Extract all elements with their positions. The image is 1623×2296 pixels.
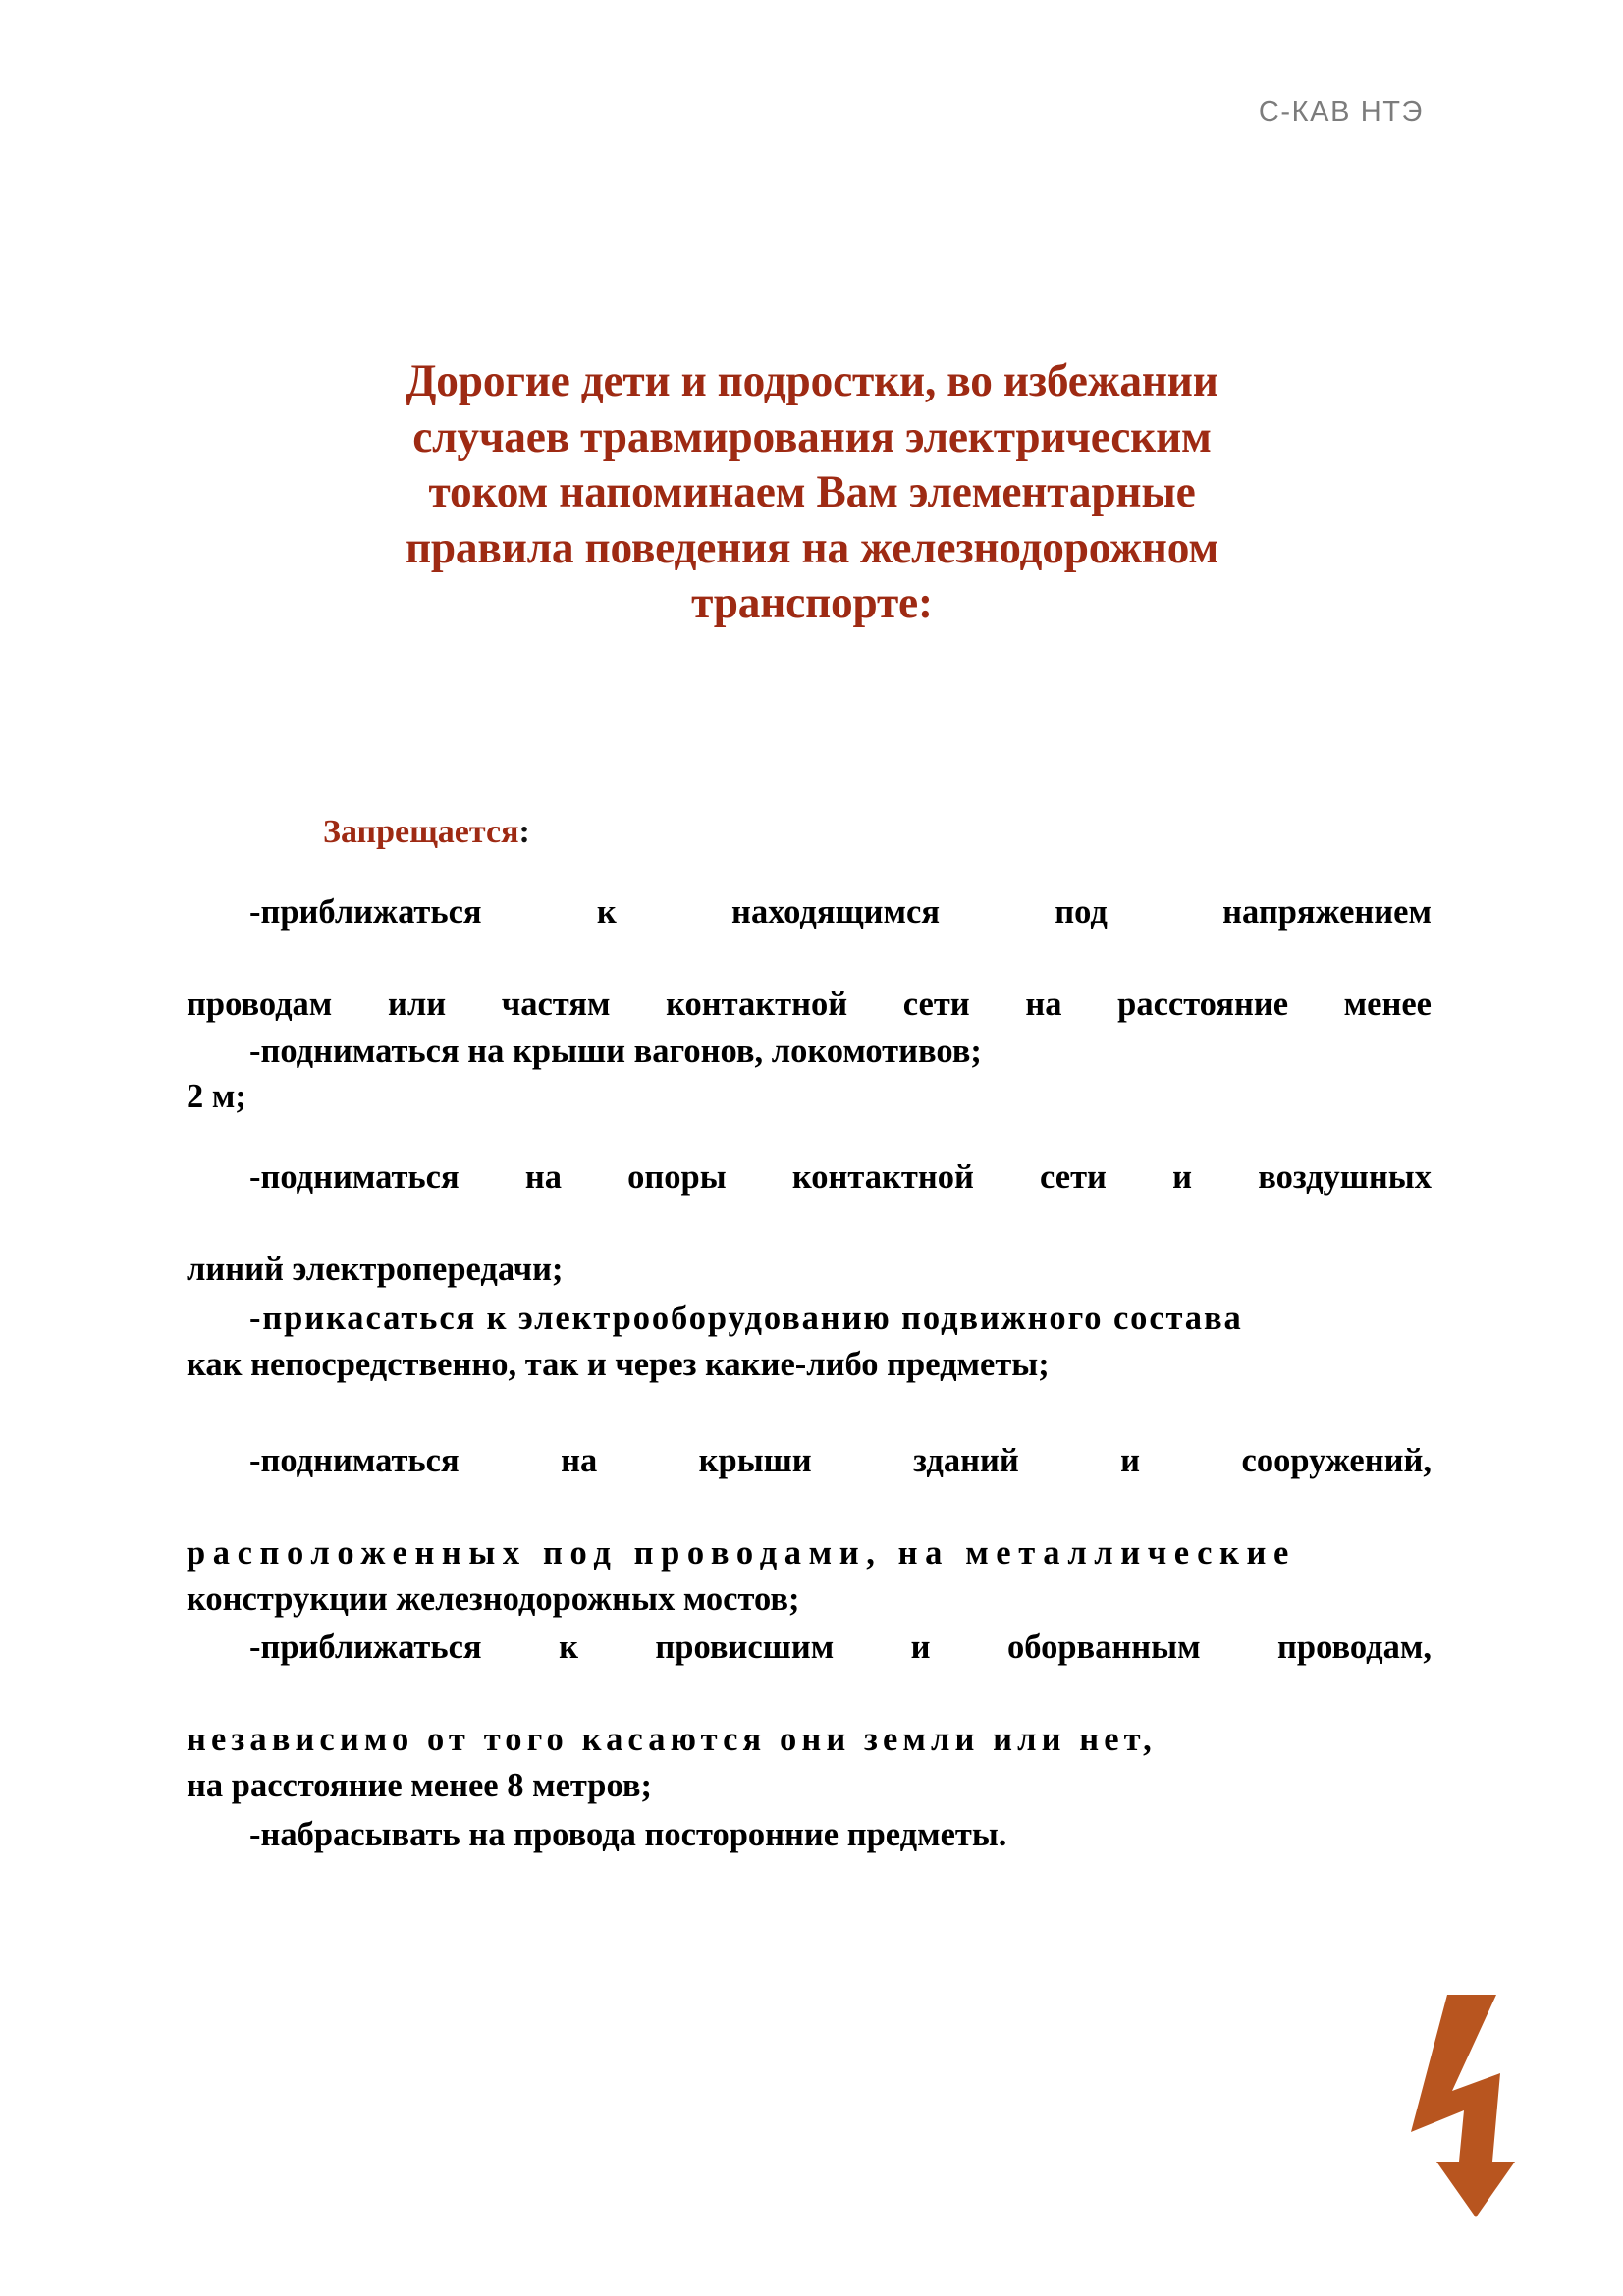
prohibition-line: независимо от того касаются они земли или нет, [187, 1721, 1157, 1758]
prohibition-item-2 [187, 1029, 1432, 1075]
prohibition-line: -подниматься на крыши вагонов, локомотивов; [249, 1033, 982, 1070]
prohibition-line: конструкции железнодорожных мостов; [187, 1580, 800, 1618]
title-line-2: случаев травмирования электрическим [412, 410, 1212, 462]
header-label: С-КАВ НТЭ [1258, 96, 1424, 128]
section-heading-keyword: Запрещается [323, 814, 519, 850]
electrical-hazard-mark [1397, 1985, 1554, 2225]
title-line-3: током напоминаем Вам элементарные [428, 466, 1196, 517]
prohibition-line: на расстояние менее 8 метров; [187, 1767, 652, 1804]
section-heading-colon: : [518, 814, 530, 850]
prohibition-item-3 [187, 1154, 1432, 1293]
prohibition-line: -набрасывать на провода посторонние предметы. [249, 1816, 1007, 1853]
prohibition-line: как непосредственно, так и через какие-либо предметы; [187, 1346, 1050, 1383]
section-heading [323, 812, 530, 853]
prohibition-line: -прикасаться к электрооборудованию подвижного состава [249, 1300, 1243, 1337]
prohibition-line: расположенных под проводами, на металлические [187, 1534, 1296, 1572]
prohibition-line: -приближаться к находящимся под напряжением [249, 893, 1432, 931]
prohibition-line: -подниматься на крыши зданий и сооружений, [249, 1442, 1432, 1479]
prohibition-item-7 [187, 1812, 1432, 1858]
title-line-4: правила поведения на железнодорожном [405, 521, 1219, 573]
document-header [0, 96, 1623, 129]
title-line-1: Дорогие дети и подростки, во избежании [406, 355, 1218, 406]
title-line-5: транспорте: [691, 577, 933, 628]
prohibition-item-5 [187, 1438, 1432, 1623]
prohibition-line: -подниматься на опоры контактной сети и воздушных [249, 1158, 1432, 1196]
prohibition-line: -приближаться к провисшим и оборванным проводам, [249, 1629, 1432, 1666]
prohibition-line: линий электропередачи; [187, 1251, 564, 1288]
lightning-bolt-down-arrow-icon [1397, 1985, 1554, 2225]
prohibition-line: проводам или частям контактной сети на расстояние менее [187, 986, 1432, 1023]
prohibition-item-4 [187, 1296, 1432, 1388]
page-title [261, 353, 1362, 631]
prohibition-line: 2 м; [187, 1078, 246, 1115]
prohibition-item-1 [187, 889, 1432, 1120]
prohibition-item-6 [187, 1625, 1432, 1809]
